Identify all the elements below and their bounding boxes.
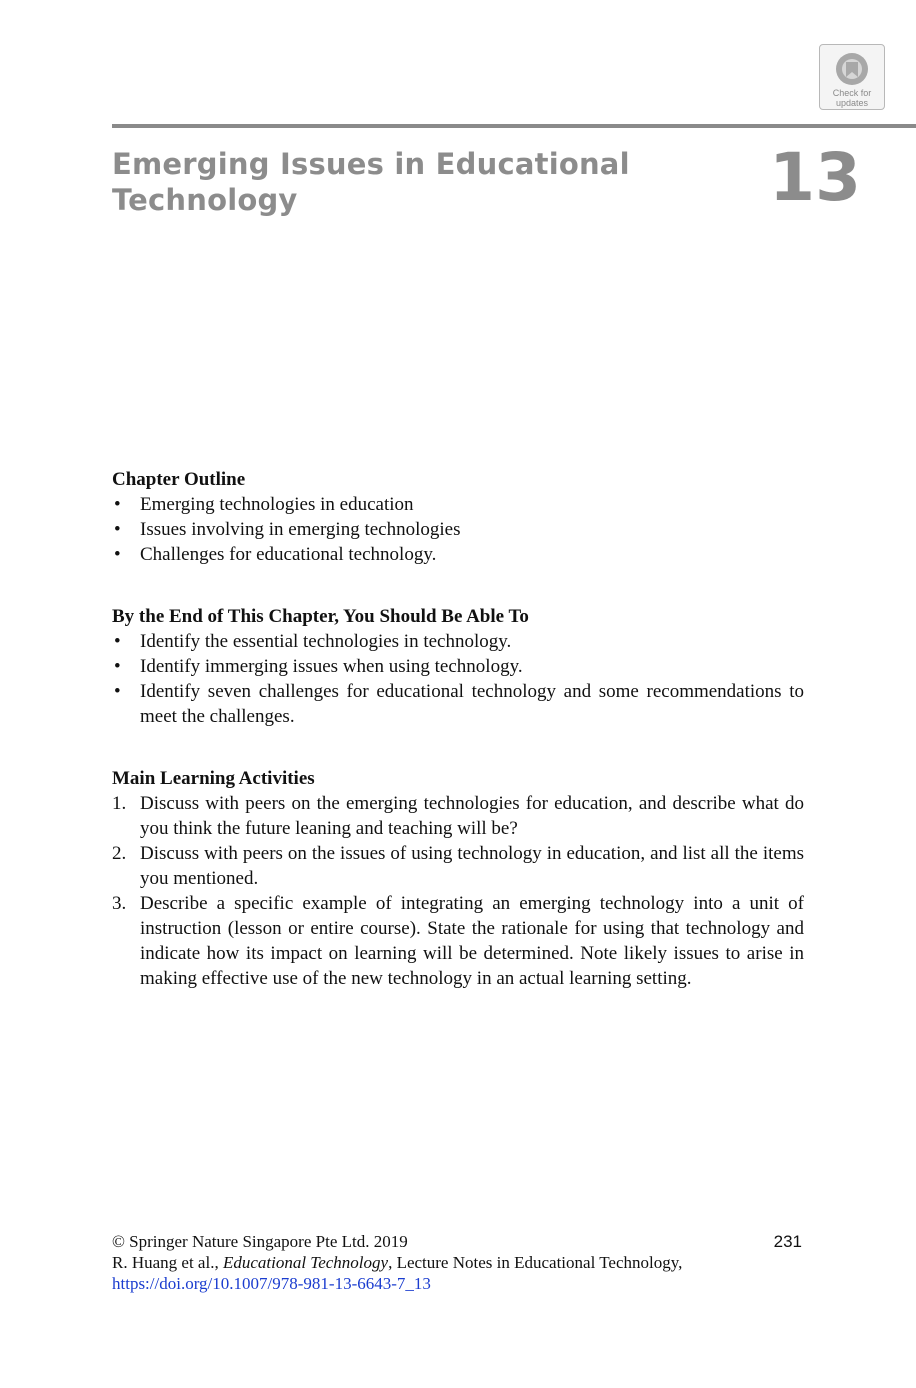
objectives-list [112,629,804,729]
citation-line [112,1252,804,1273]
item-text: Discuss with peers on the issues of using technology in education, and list all the items you mentioned. [140,843,804,889]
doi-link[interactable]: https://doi.org/10.1007/978-981-13-6643-7_13 [112,1274,431,1293]
page-number: 231 [773,1232,802,1251]
chapter-front-matter [112,467,804,991]
badge-label-line2: updates [835,98,869,108]
list-item: • Challenges for educational technology. [112,542,804,567]
copyright-line: © Springer Nature Singapore Pte Ltd. 2019 [112,1232,408,1251]
list-item: • Emerging technologies in education [112,492,804,517]
list-item [112,841,804,891]
item-number: 2. [112,843,127,864]
list-item [112,891,804,991]
chapter-number: 13 [769,139,861,216]
item-number: 3. [112,893,127,914]
activities-heading: Main Learning Activities [112,768,315,789]
citation-book-title: Educational Technology [222,1253,389,1272]
page-footer [112,1231,804,1294]
check-for-updates-icon [834,51,870,87]
chapter-outline-heading: Chapter Outline [112,469,246,490]
list-item: • Issues involving in emerging technologies [112,517,804,542]
objectives-heading: By the End of This Chapter, You Should Be Able To [112,606,529,627]
chapter-header-rule [112,124,916,128]
check-for-updates-badge[interactable] [819,44,885,110]
chapter-outline-list [112,492,804,567]
activities-list [112,791,804,991]
badge-label-line1: Check for [832,88,872,98]
list-item [112,791,804,841]
list-item: • Identify immerging issues when using technology. [112,654,804,679]
list-item: • Identify seven challenges for educational technology and some recommendations to meet the challenges. [112,679,804,729]
item-number: 1. [112,793,127,814]
item-text: Discuss with peers on the emerging technologies for education, and describe what do you think the future leaning and teaching will be? [140,793,804,839]
list-item: • Identify the essential technologies in technology. [112,629,804,654]
citation-authors: R. Huang et al., [112,1253,223,1272]
chapter-title: Emerging Issues in Educational Technology [112,147,630,217]
citation-series: , Lecture Notes in Educational Technology, [388,1253,683,1272]
item-text: Describe a specific example of integrating an emerging technology into a unit of instruction (lesson or entire course). State the rationale for using that technology and indicate how its impact on learning will be determined. Note likely issues to arise in making effective use of the new technology in an actual learning setting. [140,893,804,989]
